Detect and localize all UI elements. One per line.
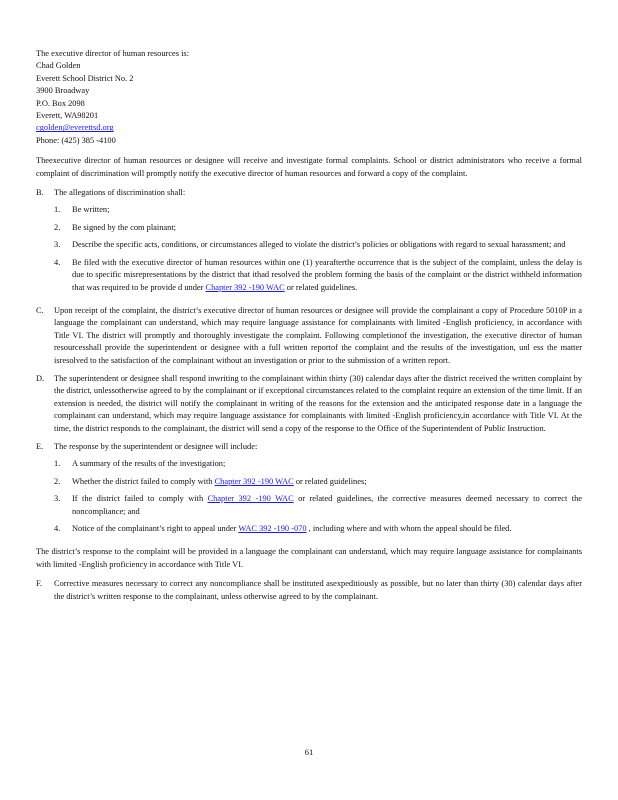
- wac-section-link[interactable]: WAC 392 -190 -070: [238, 524, 307, 533]
- list-item: [54, 458, 582, 470]
- document-page: [36, 48, 582, 609]
- paragraph-language: The district’s response to the complaint will be provided in a language the complainant can understand, which may require language assistance for complainants with limited -English proficiency in accordance with Title VI.: [36, 547, 582, 569]
- section-d: [36, 373, 582, 435]
- section-c: [36, 305, 582, 367]
- section-e: [36, 441, 582, 540]
- list-item-text: If the district failed to comply with: [72, 494, 208, 504]
- list-item-number: 3.: [54, 494, 61, 504]
- contact-street: 3900 Broadway: [36, 86, 90, 96]
- list-item-text-tail: , including where and with whom the appeal should be filed.: [306, 524, 512, 533]
- section-c-label: C.: [36, 305, 44, 315]
- list-item: [54, 476, 582, 488]
- section-f: [36, 578, 582, 603]
- list-item-number: 3.: [54, 240, 61, 250]
- list-item: [54, 493, 582, 518]
- list-item-text: Be filed with the executive director of human resources within one (1) yearafterthe occurrence that is the subject of the complaint, unless the delay is due to specific misrepresentations by the district that ithad resolved the problem forming the basis of the complaint or the district withheld information that was required to be provide d under: [72, 257, 582, 292]
- list-item: [54, 222, 582, 234]
- section-b-label: B.: [36, 188, 44, 198]
- list-item-number: 1.: [54, 459, 61, 469]
- list-item-text: Be signed by the com plainant;: [72, 222, 176, 232]
- section-b-text: The allegations of discrimination shall:: [54, 188, 186, 198]
- list-item: [54, 523, 582, 535]
- list-item-text-tail: or related guidelines, the corrective measures deemed necessary to correct the noncompliance; and: [72, 494, 582, 516]
- list-item-text: A summary of the results of the investigation;: [72, 459, 226, 469]
- list-item: [54, 257, 582, 294]
- list-item-text: Whether the district failed to comply with: [72, 476, 215, 486]
- wac-chapter-link[interactable]: Chapter 392 -190 WAC: [214, 476, 294, 486]
- contact-city: Everett, WA98201: [36, 111, 99, 121]
- section-d-label: D.: [36, 373, 45, 383]
- paragraph-investigation: Theexecutive director of human resources or designee will receive and investigate formal complaints. School or district administrators who receive a formal complaint of discrimination will promptly notify the executive director of human resources and forward a copy of the complaint.: [36, 156, 582, 178]
- list-item-number: 2.: [54, 222, 61, 232]
- list-item-number: 1.: [54, 205, 61, 215]
- list-item-text: Notice of the complainant’s right to appeal under: [72, 524, 239, 533]
- list-item: [54, 239, 582, 251]
- list-item-text: Be written;: [72, 205, 110, 215]
- contact-name: Chad Golden: [36, 61, 81, 71]
- page-number: 61: [304, 747, 314, 757]
- contact-pobox: P.O. Box 2098: [36, 98, 85, 108]
- section-e-text: The response by the superintendent or designee will include:: [54, 441, 258, 451]
- list-item: [54, 204, 582, 216]
- contact-email-link[interactable]: cgolden@everettsd.org: [36, 123, 114, 133]
- section-f-label: F.: [36, 579, 43, 589]
- section-f-text: Corrective measures necessary to correct any noncompliance shall be instituted asexpeditiously as possible, but no later than thirty (30) calendar days after the district’s written response to the complainant, unless otherwise agreed to by the complainant.: [54, 579, 582, 601]
- contact-district: Everett School District No. 2: [36, 73, 134, 83]
- wac-chapter-link[interactable]: Chapter 392 -190 WAC: [207, 494, 294, 504]
- contact-block: [36, 48, 582, 147]
- list-item-text: Describe the specific acts, conditions, or circumstances alleged to violate the district’s policies or obligations with regard to sexual harassment; and: [72, 240, 566, 250]
- wac-chapter-link[interactable]: Chapter 392 -190 WAC: [205, 282, 285, 292]
- list-item-number: 4.: [54, 524, 61, 533]
- section-d-text: The superintendent or designee shall respond inwriting to the complainant within thirty (30) calendar days after the district received the written complaint by the district, unlessotherwise agreed to by the complainant or if exceptional circumstances related to the complaint require an extension of the time limit. If an extension is needed, the district will notify the complainant in writing of the reasons for the extension and the anticipated response date in a language the complainant can understand, which may require language assistance for complainants with limited -English proficiency,in accordance with Title VI. At the time, the district responds to the complainant, the district will send a copy of the response to the Office of the Superintendent of Public Instruction.: [54, 373, 582, 433]
- section-e-label: E.: [36, 441, 44, 451]
- list-item-text-tail: or related guidelines.: [284, 282, 358, 292]
- contact-intro: The executive director of human resources is:: [36, 49, 190, 58]
- section-b: [36, 187, 582, 299]
- list-item-text-tail: or related guidelines;: [293, 476, 367, 486]
- section-c-text: Upon receipt of the complaint, the district’s executive director of human resources or designee will provide the complainant a copy of Procedure 5010P in a language the complainant can understand, which may require language assistance for complainants with limited -English proficiency, in accordance with Title VI. The district will promptly and thoroughly investigate the complaint. Following completionof the investigation, the executive director of human resourcesshall provide the superintendent or designee with a full written reportof the complaint and the results of the investigation, unl ess the matter isresolved to the satisfaction of the complainant without an investigation or prior to the submission of a written report.: [54, 305, 582, 365]
- contact-phone: Phone: (425) 385 -4100: [36, 135, 116, 145]
- list-item-number: 2.: [54, 476, 61, 486]
- list-item-number: 4.: [54, 257, 61, 267]
